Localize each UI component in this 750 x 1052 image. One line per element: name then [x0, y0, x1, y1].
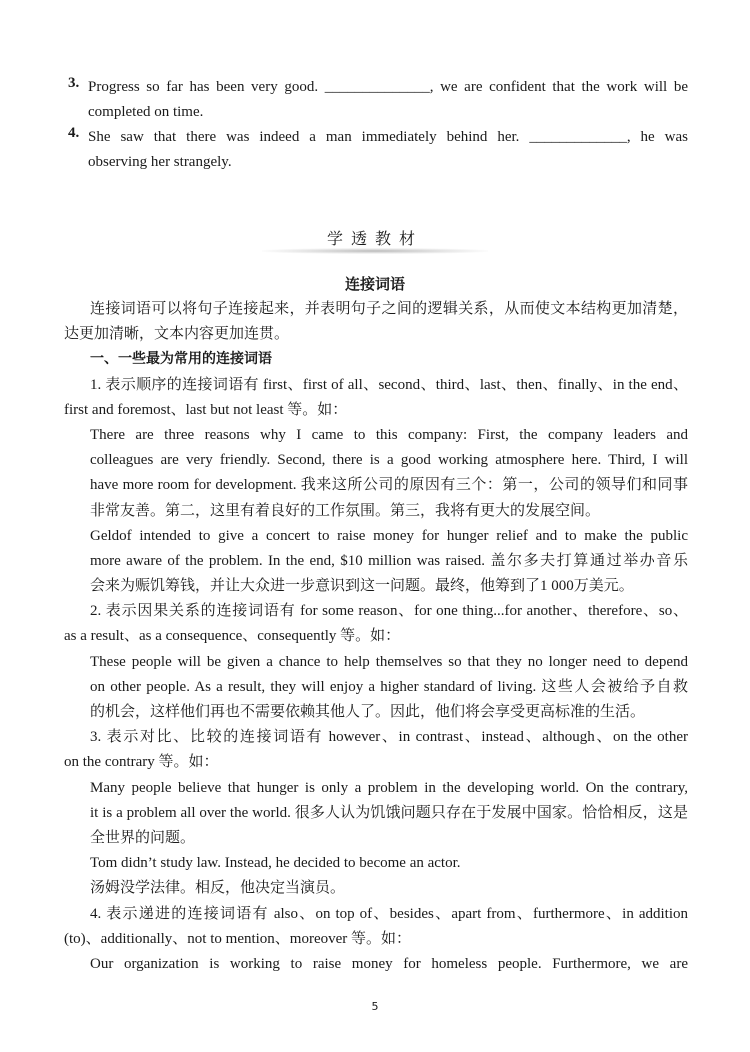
- section-title-divider: [262, 248, 488, 254]
- exercise-line: completed on time.: [88, 104, 204, 121]
- example-line: There are three reasons why I came to this company: First, the company leaders and: [90, 426, 688, 443]
- example-line: These people will be given a chance to help themselves so that they no longer need to depend: [90, 653, 688, 670]
- body-text: [64, 297, 688, 977]
- exercise-line: observing her strangely.: [88, 154, 232, 171]
- exercise-number: 4.: [68, 125, 80, 141]
- example-line: 全世界的问题。: [90, 829, 196, 846]
- example-line: Tom didn’t study law. Instead, he decided to become an actor.: [90, 855, 461, 872]
- section-title: 学透教材: [326, 229, 423, 248]
- paragraph-line: 达更加清晰，文本内容更加连贯。: [64, 326, 290, 343]
- paragraph-line: (to)、additionally、not to mention、moreover 等。如：: [64, 930, 412, 947]
- exercise-number: 3.: [68, 75, 80, 91]
- subheading: 连接词语: [344, 277, 405, 293]
- example-line: Geldof intended to give a concert to raise money for hunger relief and to make the public: [90, 527, 688, 544]
- paragraph-line: on the contrary 等。如：: [64, 754, 219, 771]
- paragraph-line: first and foremost、last but not least 等。如：: [64, 401, 348, 418]
- exercise-line: She saw that there was indeed a man immediately behind her. _____________, he was: [88, 129, 688, 145]
- paragraph-line: 连接词语可以将句子连接起来，并表明句子之间的逻辑关系，从而使文本结构更加清楚，: [90, 301, 688, 317]
- exercise-item-4: [68, 125, 688, 175]
- paragraph-line: 1. 表示顺序的连接词语有 first、first of all、second、third、last、then、finally、in the end、: [90, 376, 688, 393]
- exercise-line: Progress so far has been very good. ______________, we are confident that the work will be: [88, 79, 688, 95]
- paragraph-line: 3. 表示对比、比较的连接词语有 however、in contrast、instead、although、on the other: [90, 729, 688, 746]
- paragraph-line: as a result、as a consequence、consequently 等。如：: [64, 628, 401, 645]
- example-line: it is a problem all over the world. 很多人认为饥饿问题只存在于发展中国家。恰恰相反，这是: [90, 804, 688, 821]
- paragraph-line: 2. 表示因果关系的连接词语有 for some reason、for one thing...for another、therefore、so、: [90, 603, 688, 620]
- exercise-item-3: [68, 75, 688, 125]
- example-line: 汤姆没学法律。相反，他决定当演员。: [90, 880, 346, 897]
- section-heading: 一、一些最为常用的连接词语: [90, 351, 272, 368]
- example-line: 非常友善。第二，这里有着良好的工作氛围。第三，我将有更大的发展空间。: [90, 502, 601, 519]
- example-line: on other people. As a result, they will enjoy a higher standard of living. 这些人会被给予自救: [90, 678, 688, 695]
- example-line: Our organization is working to raise money for homeless people. Furthermore, we are: [90, 955, 688, 972]
- example-line: colleagues are very friendly. Second, there is a good working atmosphere here. Third, I will: [90, 452, 688, 469]
- example-line: more aware of the problem. In the end, $10 million was raised. 盖尔多夫打算通过举办音乐: [90, 552, 688, 569]
- example-line: 会来为赈饥筹钱，并让大众进一步意识到这一问题。最终，他筹到了1 000万美元。: [90, 578, 634, 595]
- page-number: 5: [371, 1000, 379, 1013]
- example-line: 的机会，这样他们再也不需要依赖其他人了。因此，他们将会享受更高标准的生活。: [90, 704, 646, 720]
- example-line: Many people believe that hunger is only a problem in the developing world. On the contrary,: [90, 779, 688, 796]
- example-line: have more room for development. 我来这所公司的原因有三个：第一，公司的领导们和同事: [90, 477, 688, 494]
- paragraph-line: 4. 表示递进的连接词语有 also、on top of、besides、apart from、furthermore、in addition: [90, 905, 688, 922]
